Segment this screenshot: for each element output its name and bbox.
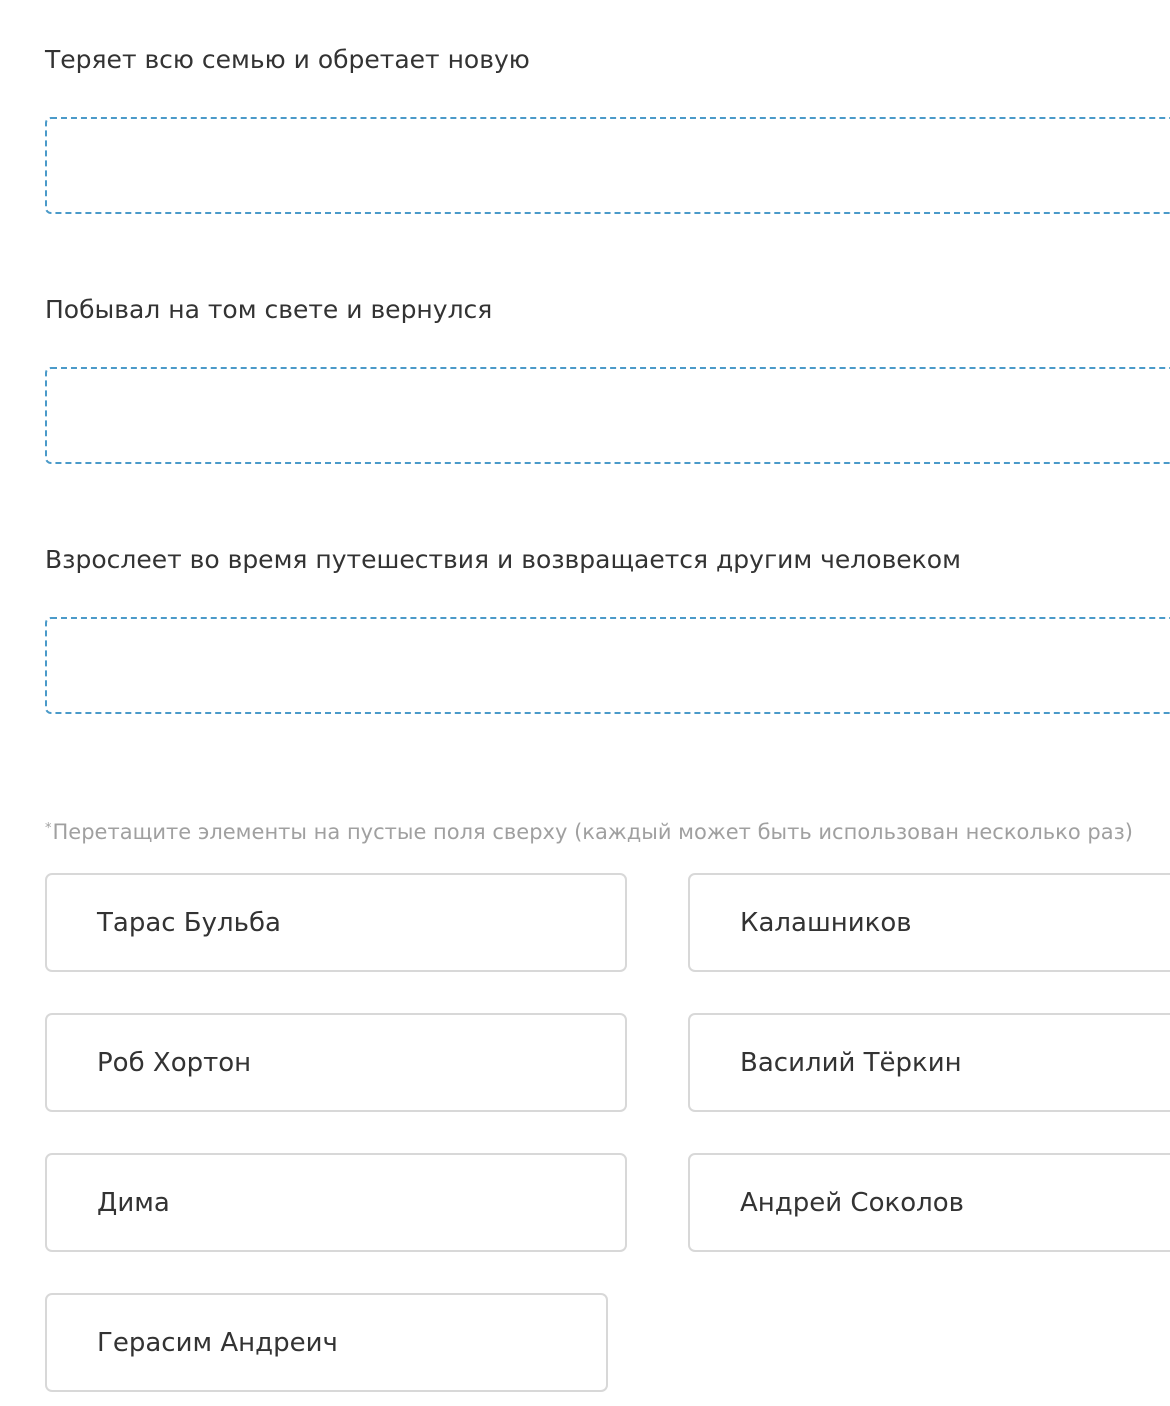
drag-item-taras-bulba[interactable] [45, 873, 627, 972]
drop-zone-3[interactable] [45, 617, 1170, 714]
drag-item-dima[interactable] [45, 1153, 627, 1252]
drag-item-gerasim-andreich[interactable] [45, 1293, 608, 1392]
drop-zone-2[interactable] [45, 367, 1170, 464]
question-label-1: Теряет всю семью и обретает новую [45, 45, 530, 74]
drag-item-label: Андрей Соколов [740, 1188, 964, 1218]
drag-item-label: Калашников [740, 908, 912, 938]
drag-hint [45, 815, 1133, 846]
drag-item-andrey-sokolov[interactable] [688, 1153, 1170, 1252]
drag-item-label: Роб Хортон [97, 1048, 252, 1078]
question-label-3: Взрослеет во время путешествия и возвращается другим человеком [45, 545, 961, 574]
drag-item-label: Герасим Андреич [97, 1328, 338, 1358]
drag-item-label: Тарас Бульба [97, 908, 281, 938]
drag-item-kalashnikov[interactable] [688, 873, 1170, 972]
drop-zone-1[interactable] [45, 117, 1170, 214]
drag-item-rob-horton[interactable] [45, 1013, 627, 1112]
hint-text: Перетащите элементы на пустые поля сверху (каждый может быть использован несколько раз) [52, 820, 1133, 844]
drag-item-label: Василий Тёркин [740, 1048, 962, 1078]
drag-item-vasily-terkin[interactable] [688, 1013, 1170, 1112]
drag-item-label: Дима [97, 1188, 170, 1218]
hint-asterisk: * [45, 821, 52, 836]
question-label-2: Побывал на том свете и вернулся [45, 295, 493, 324]
